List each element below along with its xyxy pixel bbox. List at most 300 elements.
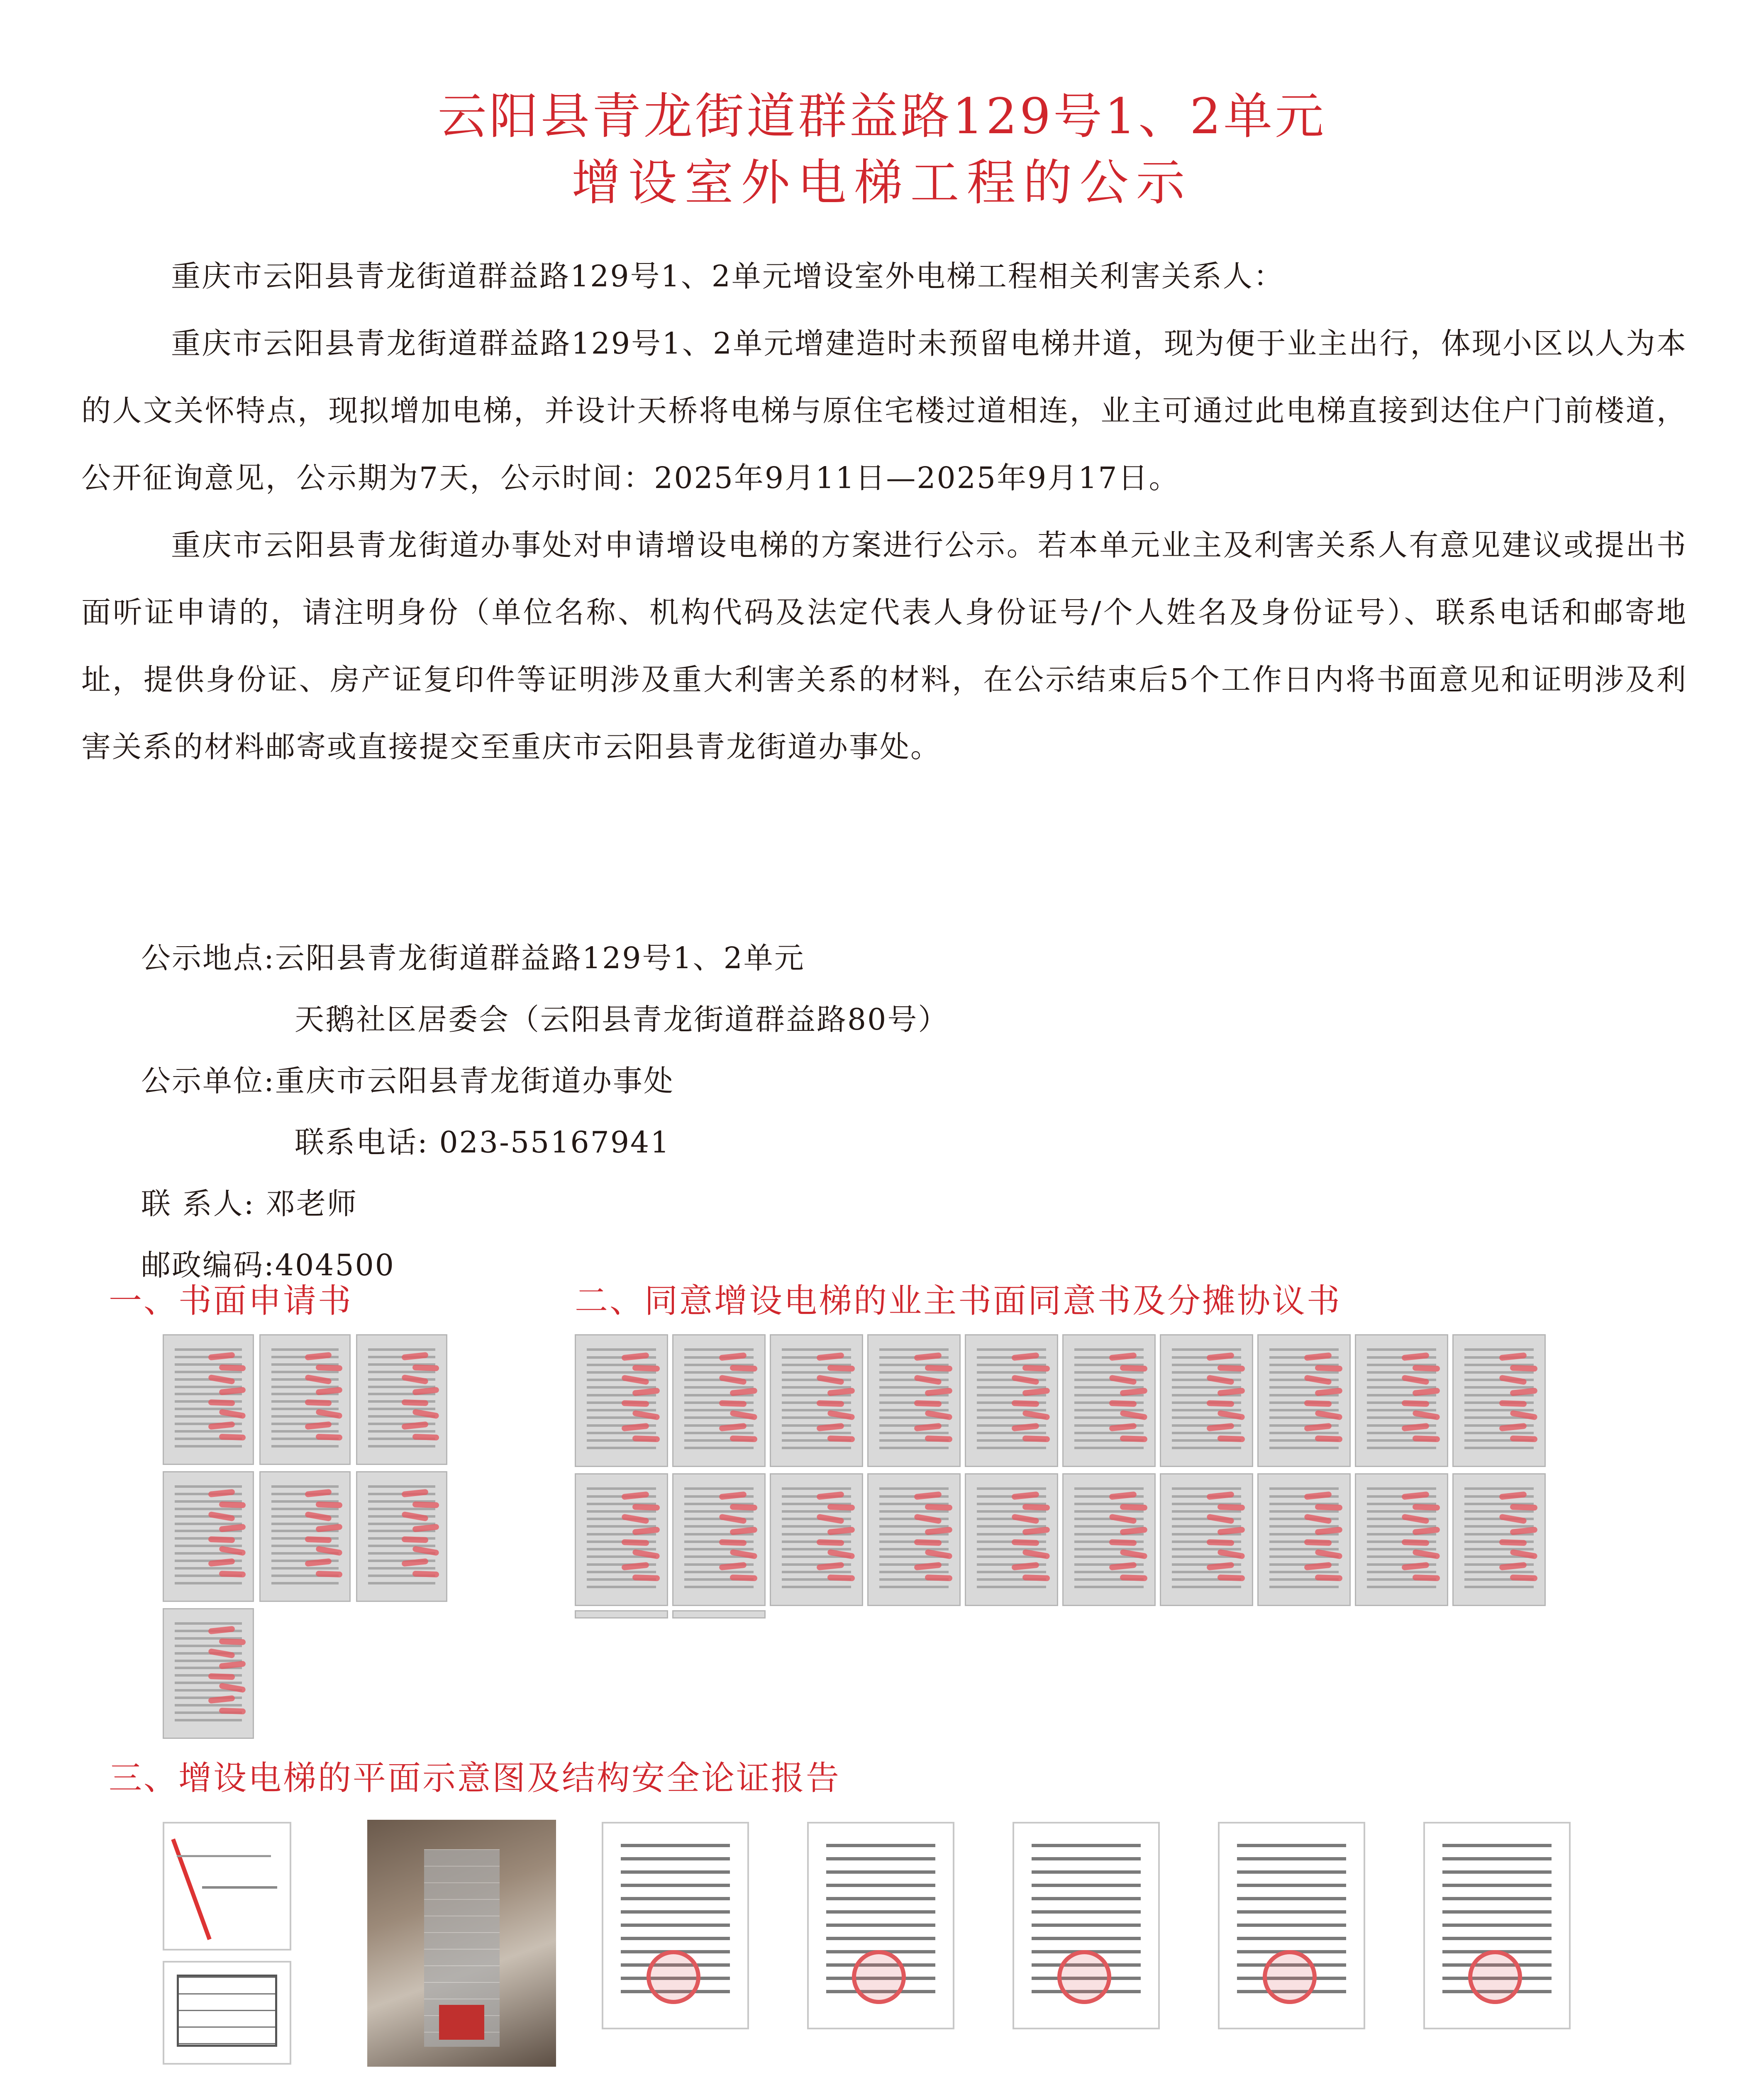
signature-mark [305, 1489, 332, 1498]
consent-form-thumbnail [1062, 1473, 1156, 1606]
text-line [782, 1409, 851, 1411]
text-line [271, 1371, 339, 1373]
text-line [1032, 1910, 1141, 1914]
signature-mark [401, 1352, 428, 1361]
text-line [368, 1508, 436, 1510]
text-line [1269, 1487, 1338, 1490]
text-line [1367, 1386, 1436, 1389]
text-line [782, 1371, 851, 1374]
signature-mark [208, 1648, 235, 1658]
signature-mark [305, 1399, 332, 1406]
text-line [1442, 1884, 1552, 1887]
signature-mark [621, 1375, 649, 1385]
text-line [271, 1523, 339, 1525]
signature-mark [827, 1504, 855, 1511]
text-line [1074, 1447, 1143, 1449]
signature-mark [1499, 1492, 1527, 1500]
text-line [826, 1910, 936, 1914]
signature-mark [1011, 1400, 1039, 1407]
page-title-line-1: 云阳县青龙街道群益路129号1、2单元 [437, 88, 1327, 145]
text-line [271, 1348, 339, 1351]
signature-mark [914, 1514, 942, 1524]
text-line [1032, 1924, 1141, 1927]
consent-form-thumbnail [1257, 1473, 1351, 1606]
text-line [1074, 1586, 1143, 1588]
consent-form-thumbnail [965, 1473, 1058, 1606]
signature-mark [401, 1489, 428, 1498]
signature-mark [412, 1571, 439, 1577]
text-line [782, 1525, 851, 1528]
floor-plan-thumbnail [163, 1961, 291, 2065]
section-1-heading: 一、书面申请书 [109, 1282, 353, 1320]
signature-mark [621, 1514, 649, 1524]
application-page-thumbnail [163, 1334, 254, 1465]
text-line [1237, 1844, 1347, 1847]
text-line [587, 1571, 656, 1573]
consent-form-thumbnail [1062, 1334, 1156, 1467]
signature-mark [315, 1365, 342, 1371]
text-line [1442, 1924, 1552, 1927]
consent-form-thumbnail [770, 1334, 863, 1467]
text-line [1237, 1884, 1347, 1887]
site-plan-thumbnail [163, 1822, 291, 1950]
report-page-thumbnail [807, 1822, 954, 2029]
text-line [587, 1510, 656, 1513]
text-line [684, 1447, 753, 1449]
signature-mark [1109, 1492, 1137, 1500]
signature-mark [1510, 1365, 1537, 1372]
signature-mark [208, 1374, 235, 1384]
signature-mark [1413, 1435, 1440, 1442]
text-line [1464, 1487, 1533, 1490]
text-line [175, 1348, 242, 1351]
page-title-line-2: 增设室外电梯工程的公示 [571, 154, 1193, 211]
text-line [1269, 1586, 1338, 1588]
text-line [587, 1447, 656, 1449]
signature-mark [315, 1434, 342, 1440]
signature-mark [1304, 1352, 1332, 1361]
text-line [175, 1704, 242, 1706]
text-line [271, 1445, 339, 1448]
text-line [826, 1884, 936, 1887]
text-line [1032, 1937, 1141, 1940]
text-line [879, 1371, 948, 1374]
signature-mark [1499, 1539, 1526, 1546]
consent-form-thumbnail [1452, 1473, 1546, 1606]
text-line [175, 1582, 242, 1584]
signature-mark [412, 1365, 439, 1371]
paragraph-2: 重庆市云阳县青龙街道办事处对申请增设电梯的方案进行公示。若本单元业主及利害关系人有意见建议或提出书面听证申请的，请注明身份（单位名称、机构代码及法定代表人身份证号/个人姓名及身份证号）、联系电话和邮寄地址，提供身份证、房产证复印件等证明涉及重大利害关系的材料，在公示结束后5个工作日内将书面意见和证明涉及利害关系的材料邮寄或直接提交至重庆市云阳县青龙街道办事处。 [81, 528, 1687, 764]
consent-form-thumbnail [867, 1473, 961, 1606]
text-line [271, 1508, 339, 1510]
text-line [1032, 1857, 1141, 1860]
text-line [271, 1545, 339, 1547]
text-line [1269, 1348, 1338, 1351]
signature-mark [1401, 1539, 1429, 1546]
application-page-thumbnail [163, 1608, 254, 1739]
signature-mark [315, 1501, 342, 1508]
signature-mark [219, 1434, 246, 1440]
signature-mark [402, 1399, 429, 1406]
signature-mark [925, 1365, 952, 1372]
signature-mark [1206, 1352, 1234, 1361]
text-line [1032, 1884, 1141, 1887]
signature-mark [1315, 1435, 1342, 1442]
text-line [1074, 1487, 1143, 1490]
text-line [368, 1348, 436, 1351]
signature-mark [1109, 1400, 1136, 1407]
text-line [1269, 1409, 1338, 1411]
signature-mark [1499, 1375, 1527, 1385]
location-row-2 [141, 989, 949, 1050]
text-line [1367, 1371, 1436, 1374]
signature-mark [402, 1536, 429, 1543]
consent-form-thumbnail [1257, 1334, 1351, 1467]
text-line [1442, 1844, 1552, 1847]
signature-mark [208, 1399, 235, 1406]
text-line [879, 1409, 948, 1411]
unit-label: 公示单位: [141, 1064, 275, 1098]
location-value-2: 天鹅社区居委会（云阳县青龙街道群益路80号） [295, 1002, 949, 1037]
signature-mark [719, 1352, 747, 1361]
signature-mark [219, 1638, 246, 1645]
signature-mark [1011, 1375, 1039, 1385]
text-line [1367, 1409, 1436, 1411]
text-line [684, 1586, 753, 1588]
text-line [1237, 1897, 1347, 1900]
text-line [621, 1884, 730, 1887]
text-line [684, 1548, 753, 1550]
text-line [1442, 1910, 1552, 1914]
signature-mark [1315, 1365, 1342, 1372]
text-line [1172, 1487, 1241, 1490]
signature-mark [621, 1352, 649, 1361]
text-line [1367, 1586, 1436, 1588]
signature-mark [305, 1352, 332, 1361]
signature-mark [730, 1575, 757, 1581]
signature-mark [219, 1365, 246, 1371]
text-line [1172, 1571, 1241, 1573]
signature-mark [1109, 1375, 1137, 1385]
text-line [587, 1371, 656, 1374]
text-line [977, 1371, 1046, 1374]
text-line [1442, 1857, 1552, 1860]
text-line [684, 1386, 753, 1389]
text-line [1074, 1510, 1143, 1513]
text-line [1269, 1571, 1338, 1573]
signature-mark [1413, 1575, 1440, 1581]
text-line [1367, 1487, 1436, 1490]
signature-mark [621, 1400, 649, 1407]
report-page-thumbnail [1218, 1822, 1365, 2029]
contact-info [141, 928, 949, 1296]
seal-stamp [1468, 1950, 1522, 2004]
text-line [1442, 1870, 1552, 1874]
signature-mark [914, 1375, 942, 1385]
signature-mark [1022, 1504, 1050, 1511]
text-line [271, 1408, 339, 1410]
text-line [782, 1548, 851, 1550]
signature-mark [632, 1365, 660, 1372]
signature-mark [632, 1504, 660, 1511]
text-line [587, 1548, 656, 1550]
signature-mark [719, 1375, 747, 1385]
signature-mark [1401, 1352, 1429, 1361]
signature-mark [1022, 1365, 1050, 1372]
text-line [271, 1386, 339, 1388]
consent-form-thumbnail [575, 1473, 668, 1606]
signature-mark [1217, 1365, 1245, 1372]
signature-mark [315, 1571, 342, 1577]
text-line [175, 1660, 242, 1662]
text-line [621, 1910, 730, 1914]
text-line [684, 1571, 753, 1573]
text-line [368, 1567, 436, 1570]
text-line [879, 1487, 948, 1490]
signature-mark [305, 1511, 332, 1521]
text-line [1032, 1897, 1141, 1900]
text-line [1464, 1386, 1533, 1389]
contact-row [141, 1173, 949, 1235]
text-line [621, 1870, 730, 1874]
consent-form-thumbnail [672, 1334, 766, 1467]
text-line [977, 1571, 1046, 1573]
report-page-thumbnail [1013, 1822, 1160, 2029]
text-line [271, 1485, 339, 1488]
text-line [684, 1487, 753, 1490]
text-line [977, 1510, 1046, 1513]
signature-mark [1499, 1514, 1527, 1524]
signature-mark [730, 1504, 757, 1511]
text-line [826, 1870, 936, 1874]
text-line [826, 1924, 936, 1927]
application-page-thumbnail [163, 1471, 254, 1602]
application-page-thumbnail [356, 1471, 447, 1602]
text-line [587, 1525, 656, 1528]
signature-mark [827, 1365, 855, 1372]
text-line [368, 1523, 436, 1525]
signature-mark [412, 1434, 439, 1440]
text-line [1464, 1586, 1533, 1588]
text-line [1074, 1548, 1143, 1550]
text-line [782, 1447, 851, 1449]
signature-mark [827, 1435, 855, 1442]
text-line [684, 1409, 753, 1411]
text-line [977, 1447, 1046, 1449]
application-page-thumbnail [259, 1334, 351, 1465]
text-line [826, 1844, 936, 1847]
text-line [368, 1485, 436, 1488]
unit-value: 重庆市云阳县青龙街道办事处 [275, 1064, 674, 1098]
text-line [977, 1586, 1046, 1588]
consent-form-thumbnail [672, 1610, 766, 1618]
text-line [879, 1348, 948, 1351]
signature-mark [925, 1435, 952, 1442]
text-line [684, 1525, 753, 1528]
text-line [1172, 1348, 1241, 1351]
text-line [1269, 1371, 1338, 1374]
text-line [587, 1348, 656, 1351]
text-line [977, 1525, 1046, 1528]
text-line [826, 1897, 936, 1900]
consent-form-thumbnail [672, 1473, 766, 1606]
text-line [1464, 1432, 1533, 1434]
text-line [175, 1545, 242, 1547]
text-line [175, 1408, 242, 1410]
text-line [1172, 1409, 1241, 1411]
text-line [1269, 1447, 1338, 1449]
consent-form-thumbnail [1452, 1334, 1546, 1467]
text-line [782, 1487, 851, 1490]
signature-mark [1011, 1514, 1039, 1524]
text-line [1367, 1348, 1436, 1351]
text-line [621, 1924, 730, 1927]
signature-mark [1109, 1514, 1137, 1524]
unit-row [141, 1050, 949, 1112]
text-line [1074, 1348, 1143, 1351]
text-line [879, 1510, 948, 1513]
text-line [368, 1371, 436, 1373]
text-line [175, 1371, 242, 1373]
signature-mark [1011, 1352, 1039, 1361]
text-line [826, 1857, 936, 1860]
signature-mark [816, 1352, 844, 1361]
signature-mark [219, 1571, 246, 1577]
consent-form-thumbnail [575, 1610, 668, 1618]
text-line [175, 1567, 242, 1570]
text-line [1172, 1510, 1241, 1513]
text-line [1172, 1371, 1241, 1374]
text-line [1074, 1371, 1143, 1374]
location-label: 公示地点: [141, 941, 275, 975]
text-line [1464, 1548, 1533, 1550]
signature-mark [208, 1626, 235, 1635]
text-line [879, 1548, 948, 1550]
signature-mark [1206, 1514, 1234, 1524]
text-line [1074, 1525, 1143, 1528]
consent-form-thumbnail [1160, 1334, 1253, 1467]
signature-mark [914, 1492, 942, 1500]
text-line [1464, 1447, 1533, 1449]
text-line [587, 1487, 656, 1490]
seal-stamp [1057, 1950, 1111, 2004]
text-line [1269, 1386, 1338, 1389]
notice-body [81, 243, 1687, 781]
signature-mark [1206, 1539, 1234, 1546]
text-line [587, 1586, 656, 1588]
text-line [977, 1386, 1046, 1389]
signature-mark [1304, 1492, 1332, 1500]
text-line [1237, 1924, 1347, 1927]
text-line [1442, 1897, 1552, 1900]
text-line [1237, 1910, 1347, 1914]
application-page-thumbnail [356, 1334, 447, 1465]
signature-mark [1304, 1514, 1332, 1524]
text-line [1464, 1510, 1533, 1513]
text-line [879, 1571, 948, 1573]
signature-mark [816, 1400, 844, 1407]
signature-mark [1011, 1539, 1039, 1546]
paragraph-1: 重庆市云阳县青龙街道群益路129号1、2单元增建造时未预留电梯井道，现为便于业主出行，体现小区以人为本的人文关怀特点，现拟增加电梯，并设计天桥将电梯与原住宅楼过道相连，业主可通过此电梯直接到达住户门前楼道，公开征询意见，公示期为7天，公示时间：2025年9月11日—2025年9月17日。 [81, 326, 1687, 495]
report-page-thumbnail [1423, 1822, 1571, 2029]
signature-mark [1120, 1435, 1147, 1442]
text-line [1172, 1386, 1241, 1389]
signature-mark [719, 1539, 746, 1546]
signature-mark [1217, 1504, 1245, 1511]
salutation: 重庆市云阳县青龙街道群益路129号1、2单元增设室外电梯工程相关利害关系人： [171, 259, 1284, 293]
text-line [175, 1386, 242, 1388]
text-line [1172, 1586, 1241, 1588]
seal-stamp [1263, 1950, 1317, 2004]
signature-mark [816, 1492, 844, 1500]
text-line [1172, 1447, 1241, 1449]
signature-mark [730, 1435, 757, 1442]
signature-mark [1206, 1375, 1234, 1385]
signature-mark [1120, 1504, 1147, 1511]
text-line [1442, 1937, 1552, 1940]
signature-mark [208, 1489, 235, 1498]
text-line [879, 1386, 948, 1389]
text-line [1269, 1548, 1338, 1550]
text-line [1464, 1409, 1533, 1411]
signature-mark [719, 1400, 746, 1407]
text-line [368, 1386, 436, 1388]
contact-value: 联 系人: 邓老师 [141, 1186, 358, 1221]
text-line [368, 1545, 436, 1547]
signature-mark [401, 1511, 429, 1521]
signature-mark [816, 1514, 844, 1524]
text-line [175, 1508, 242, 1510]
text-line [782, 1510, 851, 1513]
text-line [1237, 1870, 1347, 1874]
signature-mark [1022, 1435, 1050, 1442]
text-line [175, 1622, 242, 1625]
signature-mark [1401, 1492, 1429, 1500]
signature-mark [208, 1352, 235, 1361]
signature-mark [914, 1539, 941, 1546]
text-line [587, 1432, 656, 1434]
signature-mark [1510, 1575, 1537, 1581]
text-line [368, 1582, 436, 1584]
location-row [141, 928, 949, 989]
application-page-thumbnail [259, 1471, 351, 1602]
text-line [977, 1348, 1046, 1351]
text-line [1269, 1525, 1338, 1528]
text-line [1032, 1844, 1141, 1847]
signature-mark [1304, 1400, 1331, 1407]
signature-mark [1304, 1375, 1332, 1385]
text-line [1032, 1870, 1141, 1874]
signature-mark [1217, 1575, 1245, 1581]
text-line [271, 1567, 339, 1570]
text-line [879, 1525, 948, 1528]
text-line [1269, 1432, 1338, 1434]
signature-mark [219, 1501, 246, 1508]
text-line [1464, 1371, 1533, 1374]
text-line [271, 1430, 339, 1433]
text-line [879, 1447, 948, 1449]
signature-mark [1401, 1514, 1429, 1524]
text-line [587, 1409, 656, 1411]
signature-mark [1120, 1365, 1147, 1372]
text-line [1074, 1571, 1143, 1573]
signature-mark [719, 1514, 747, 1524]
text-line [1172, 1525, 1241, 1528]
signature-mark [816, 1375, 844, 1385]
text-line [621, 1897, 730, 1900]
text-line [782, 1571, 851, 1573]
text-line [621, 1857, 730, 1860]
